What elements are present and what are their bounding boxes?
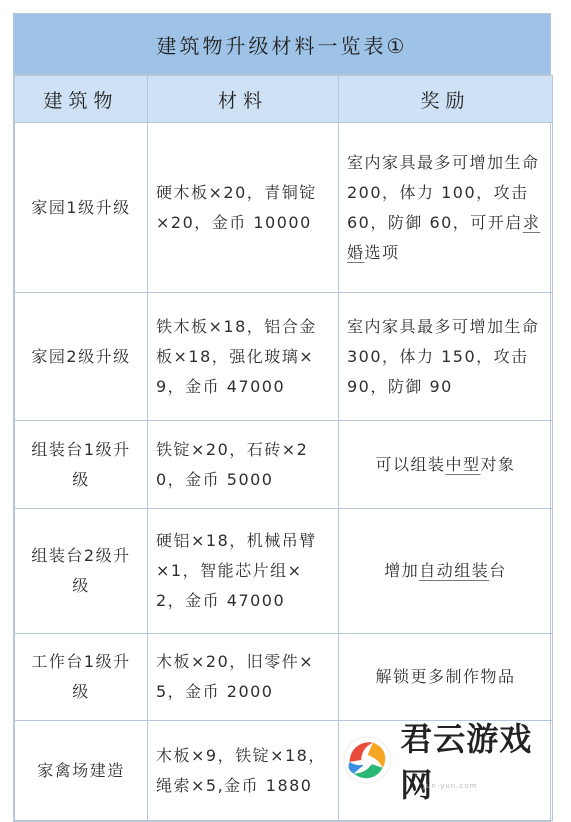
reward-highlight: 自动组装 (419, 561, 490, 580)
reward-highlight: 中型 (445, 454, 481, 474)
building-cell: 家园2级升级 (15, 293, 148, 421)
reward-text: 增加 (384, 561, 420, 580)
table-row (15, 421, 553, 509)
reward-text-end: 对象 (480, 454, 516, 474)
material-cell: 木板×20，旧零件×5，金币 2000 (148, 634, 339, 721)
material-cell: 木板×9，铁锭×18，绳索×5,金币 1880 (148, 721, 339, 821)
watermark-text: 君云游戏网 (400, 720, 533, 804)
reward-text-end: 台 (489, 561, 507, 580)
materials-table (14, 75, 553, 821)
building-cell: 组装台2级升级 (15, 509, 148, 634)
header-material: 材料 (148, 76, 339, 123)
header-row (15, 76, 553, 123)
building-cell: 组装台1级升级 (15, 421, 148, 509)
reward-cell: 解锁更多制作物品 (339, 634, 553, 721)
table-row (15, 509, 553, 634)
table-row (15, 293, 553, 421)
header-building: 建筑物 (15, 76, 148, 123)
building-cell: 家禽场建造 (15, 721, 148, 821)
reward-text-end: 选项 (364, 242, 400, 262)
table-row (15, 123, 553, 293)
reward-text: 室内家具最多可增加生命 200，体力 100，攻击 60，防御 60，可开启 (347, 152, 540, 232)
material-cell: 铁木板×18，铝合金板×18，强化玻璃×9，金币 47000 (148, 293, 339, 421)
reward-cell (339, 123, 553, 293)
upgrade-table-sheet (13, 13, 551, 822)
table-row (15, 634, 553, 721)
logo-icon (340, 732, 394, 788)
watermark-subtext: jun-yun.com (423, 782, 478, 790)
material-cell: 铁锭×20，石砖×20，金币 5000 (148, 421, 339, 509)
material-cell: 硬木板×20，青铜锭×20，金币 10000 (148, 123, 339, 293)
reward-highlight: 求婚 (347, 212, 541, 262)
reward-cell (339, 421, 553, 509)
reward-cell (339, 509, 553, 634)
header-reward: 奖励 (339, 76, 553, 123)
reward-cell: 室内家具最多可增加生命 300，体力 150，攻击 90，防御 90 (339, 293, 553, 421)
material-cell: 硬铝×18，机械吊臂×1，智能芯片组×2，金币 47000 (148, 509, 339, 634)
table-title: 建筑物升级材料一览表① (14, 14, 550, 75)
building-cell: 家园1级升级 (15, 123, 148, 293)
reward-text: 可以组装 (375, 454, 446, 474)
building-cell: 工作台1级升级 (15, 634, 148, 721)
